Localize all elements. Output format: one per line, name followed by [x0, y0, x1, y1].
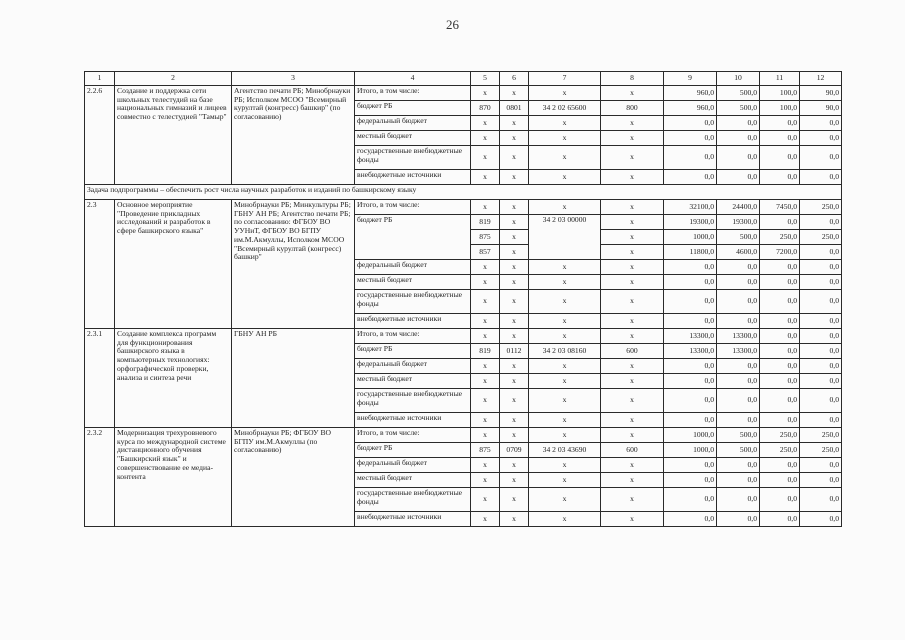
- cell: 0,0: [800, 512, 842, 527]
- cell: x: [471, 146, 500, 170]
- cell: 0,0: [800, 359, 842, 374]
- funding-source: федеральный бюджет: [355, 260, 471, 275]
- cell: x: [601, 359, 664, 374]
- funding-source: государственные внебюджетные фонды: [355, 290, 471, 314]
- cell: x: [471, 314, 500, 329]
- cell: x: [529, 428, 601, 443]
- cell: 250,0: [800, 428, 842, 443]
- cell: 0,0: [760, 260, 800, 275]
- funding-source: государственные внебюджетные фонды: [355, 146, 471, 170]
- cell: x: [601, 275, 664, 290]
- cell: 0,0: [800, 275, 842, 290]
- cell: 250,0: [800, 200, 842, 215]
- table-row: [85, 86, 842, 101]
- item-name: Создание комплекса программ для функционирования башкирского языка в компьютерных технологиях: орфографической проверки, анализа и синтеза речи: [115, 329, 232, 428]
- cell: x: [500, 245, 529, 260]
- cell: 34 2 03 43690: [529, 443, 601, 458]
- cell: x: [471, 170, 500, 185]
- cell: x: [529, 329, 601, 344]
- cell: 0,0: [717, 314, 760, 329]
- cell: 800: [601, 101, 664, 116]
- funding-source: местный бюджет: [355, 374, 471, 389]
- cell: 0,0: [717, 146, 760, 170]
- cell: x: [471, 329, 500, 344]
- cell: 100,0: [760, 86, 800, 101]
- cell: x: [601, 413, 664, 428]
- funding-source: бюджет РБ: [355, 215, 471, 260]
- cell: x: [529, 512, 601, 527]
- cell: 0,0: [760, 374, 800, 389]
- cell: x: [471, 260, 500, 275]
- cell: 0,0: [717, 488, 760, 512]
- cell: x: [500, 146, 529, 170]
- funding-source: федеральный бюджет: [355, 359, 471, 374]
- cell: x: [471, 275, 500, 290]
- cell: 1000,0: [664, 428, 717, 443]
- item-code: 2.3.2: [85, 428, 115, 527]
- cell: 960,0: [664, 86, 717, 101]
- cell: x: [529, 458, 601, 473]
- cell: x: [529, 260, 601, 275]
- cell: 0,0: [664, 488, 717, 512]
- cell: 0,0: [800, 329, 842, 344]
- table-row: [85, 428, 842, 443]
- cell: x: [529, 473, 601, 488]
- table-row: [85, 329, 842, 344]
- item-executors: Минобрнауки РБ; ФГБОУ ВО БГПУ им.М.Акмуллы (по согласованию): [232, 428, 355, 527]
- cell: 13300,0: [717, 329, 760, 344]
- cell: x: [471, 116, 500, 131]
- cell: x: [500, 131, 529, 146]
- funding-source: внебюджетные источники: [355, 170, 471, 185]
- cell: x: [471, 428, 500, 443]
- funding-source: местный бюджет: [355, 275, 471, 290]
- col-header: 10: [717, 72, 760, 86]
- cell: x: [500, 428, 529, 443]
- cell: 0,0: [800, 131, 842, 146]
- cell: 819: [471, 215, 500, 230]
- cell: x: [601, 200, 664, 215]
- cell: x: [500, 86, 529, 101]
- cell: x: [529, 359, 601, 374]
- col-header: 9: [664, 72, 717, 86]
- cell: 0,0: [760, 116, 800, 131]
- cell: 11800,0: [664, 245, 717, 260]
- cell: 34 2 03 08160: [529, 344, 601, 359]
- cell: 13300,0: [664, 329, 717, 344]
- cell: 0709: [500, 443, 529, 458]
- cell: 0,0: [664, 116, 717, 131]
- cell: x: [601, 329, 664, 344]
- cell: 0112: [500, 344, 529, 359]
- funding-source: Итого, в том числе:: [355, 86, 471, 101]
- cell: 13300,0: [664, 344, 717, 359]
- cell: x: [601, 488, 664, 512]
- cell: x: [529, 146, 601, 170]
- cell: 0,0: [664, 314, 717, 329]
- cell: 500,0: [717, 101, 760, 116]
- cell: x: [471, 473, 500, 488]
- cell: 0,0: [717, 116, 760, 131]
- funding-source: федеральный бюджет: [355, 116, 471, 131]
- cell: 0,0: [800, 170, 842, 185]
- cell: 0,0: [664, 389, 717, 413]
- cell: x: [471, 389, 500, 413]
- cell: 0,0: [760, 488, 800, 512]
- cell: x: [601, 215, 664, 230]
- cell: x: [471, 86, 500, 101]
- cell: 0,0: [760, 389, 800, 413]
- cell: 90,0: [800, 86, 842, 101]
- cell: 819: [471, 344, 500, 359]
- cell: x: [500, 170, 529, 185]
- cell: 0,0: [664, 146, 717, 170]
- cell: x: [500, 260, 529, 275]
- funding-source: государственные внебюджетные фонды: [355, 488, 471, 512]
- cell: 500,0: [717, 230, 760, 245]
- cell: 0,0: [717, 374, 760, 389]
- cell: 0,0: [760, 146, 800, 170]
- cell: x: [529, 374, 601, 389]
- cell: x: [471, 200, 500, 215]
- cell: 0,0: [760, 413, 800, 428]
- cell: x: [601, 314, 664, 329]
- cell: 0,0: [760, 344, 800, 359]
- funding-source: Итого, в том числе:: [355, 329, 471, 344]
- cell: 0,0: [664, 473, 717, 488]
- cell: 1000,0: [664, 443, 717, 458]
- cell: 0,0: [717, 260, 760, 275]
- cell: x: [471, 458, 500, 473]
- cell: x: [529, 389, 601, 413]
- funding-source: государственные внебюджетные фонды: [355, 389, 471, 413]
- cell: x: [601, 389, 664, 413]
- cell: 0,0: [664, 359, 717, 374]
- funding-source: местный бюджет: [355, 473, 471, 488]
- cell: x: [601, 245, 664, 260]
- cell: x: [529, 200, 601, 215]
- cell: 19300,0: [717, 215, 760, 230]
- item-executors: Минобрнауки РБ; Минкультуры РБ; ГБНУ АН РБ; Агентство печати РБ; по согласованию: ФГБОУ ВО УУНиТ, ФГБОУ ВО БГПУ им.М.Акмуллы, Исполком МСОО "Всемирный курултай (конгресс) башкир": [232, 200, 355, 329]
- cell: 0,0: [800, 260, 842, 275]
- cell: x: [601, 428, 664, 443]
- cell: 0,0: [717, 512, 760, 527]
- cell: x: [601, 458, 664, 473]
- cell: 1000,0: [664, 230, 717, 245]
- funding-source: внебюджетные источники: [355, 314, 471, 329]
- cell: 0,0: [760, 512, 800, 527]
- task-heading-row: [85, 185, 842, 200]
- col-header: 5: [471, 72, 500, 86]
- item-executors: ГБНУ АН РБ: [232, 329, 355, 428]
- cell: 0,0: [800, 413, 842, 428]
- cell: 0,0: [760, 458, 800, 473]
- cell: x: [601, 374, 664, 389]
- cell: 7450,0: [760, 200, 800, 215]
- cell: x: [500, 473, 529, 488]
- item-executors: Агентство печати РБ; Минобрнауки РБ; Исполком МСОО "Всемирный курултай (конгресс) башкир" (по согласованию): [232, 86, 355, 185]
- col-header: 3: [232, 72, 355, 86]
- cell: x: [500, 275, 529, 290]
- cell: x: [471, 131, 500, 146]
- cell: x: [500, 512, 529, 527]
- cell: 0,0: [664, 275, 717, 290]
- item-name: Модернизация трехуровневого курса по международной системе дистанционного обучения "Башкирский язык" и совершенствование ее медиа-контента: [115, 428, 232, 527]
- cell: x: [601, 230, 664, 245]
- cell: 875: [471, 443, 500, 458]
- cell: x: [529, 131, 601, 146]
- cell: 600: [601, 443, 664, 458]
- cell: 0,0: [800, 344, 842, 359]
- cell: x: [601, 170, 664, 185]
- cell: x: [471, 413, 500, 428]
- cell: 0,0: [664, 170, 717, 185]
- cell: 0,0: [760, 170, 800, 185]
- cell: 0,0: [717, 275, 760, 290]
- cell: 0,0: [664, 413, 717, 428]
- cell: 250,0: [760, 230, 800, 245]
- cell: 0,0: [717, 458, 760, 473]
- cell: x: [500, 215, 529, 230]
- item-code: 2.2.6: [85, 86, 115, 185]
- page-number: 26: [446, 17, 459, 32]
- cell: x: [500, 329, 529, 344]
- cell: 32100,0: [664, 200, 717, 215]
- cell: 24400,0: [717, 200, 760, 215]
- funding-source: бюджет РБ: [355, 443, 471, 458]
- cell: 34 2 02 65600: [529, 101, 601, 116]
- col-header: 8: [601, 72, 664, 86]
- col-header: 4: [355, 72, 471, 86]
- cell: x: [601, 512, 664, 527]
- col-header: 1: [85, 72, 115, 86]
- cell: x: [529, 488, 601, 512]
- cell: 0,0: [800, 473, 842, 488]
- item-code: 2.3: [85, 200, 115, 329]
- cell: x: [601, 473, 664, 488]
- cell: 0,0: [760, 290, 800, 314]
- cell: 500,0: [717, 86, 760, 101]
- cell: 600: [601, 344, 664, 359]
- cell: x: [500, 230, 529, 245]
- cell: 0,0: [800, 290, 842, 314]
- cell: 100,0: [760, 101, 800, 116]
- cell: 0,0: [664, 131, 717, 146]
- cell: 960,0: [664, 101, 717, 116]
- funding-source: федеральный бюджет: [355, 458, 471, 473]
- cell: x: [601, 116, 664, 131]
- cell: x: [471, 359, 500, 374]
- cell: 0,0: [800, 314, 842, 329]
- cell: 0,0: [760, 275, 800, 290]
- cell: 0,0: [717, 170, 760, 185]
- col-header: 12: [800, 72, 842, 86]
- table-row: [85, 200, 842, 215]
- cell: 0,0: [717, 389, 760, 413]
- item-name: Основное мероприятие "Проведение прикладных исследований и разработок в сфере башкирского языка": [115, 200, 232, 329]
- col-header: 6: [500, 72, 529, 86]
- cell: x: [471, 290, 500, 314]
- cell: 250,0: [800, 230, 842, 245]
- cell: x: [601, 260, 664, 275]
- program-table: [84, 71, 842, 527]
- cell: 0,0: [717, 359, 760, 374]
- cell: 0,0: [800, 215, 842, 230]
- cell: 0,0: [717, 473, 760, 488]
- funding-source: Итого, в том числе:: [355, 428, 471, 443]
- cell: 0,0: [800, 458, 842, 473]
- cell: 0,0: [717, 413, 760, 428]
- cell: 0,0: [760, 473, 800, 488]
- cell: 0,0: [800, 374, 842, 389]
- col-header: 2: [115, 72, 232, 86]
- cell: x: [500, 290, 529, 314]
- cell: x: [500, 374, 529, 389]
- cell: x: [529, 170, 601, 185]
- cell: 19300,0: [664, 215, 717, 230]
- cell: x: [601, 146, 664, 170]
- funding-source: Итого, в том числе:: [355, 200, 471, 215]
- cell: 875: [471, 230, 500, 245]
- cell: 0,0: [760, 359, 800, 374]
- column-number-row: [85, 72, 842, 86]
- cell: x: [601, 131, 664, 146]
- cell: 0,0: [760, 314, 800, 329]
- cell: x: [471, 512, 500, 527]
- funding-source: внебюджетные источники: [355, 413, 471, 428]
- cell: 250,0: [800, 443, 842, 458]
- cell: 0,0: [800, 146, 842, 170]
- cell: 0,0: [760, 329, 800, 344]
- cell: 34 2 03 00000: [529, 215, 601, 260]
- col-header: 11: [760, 72, 800, 86]
- task-heading: Задача подпрограммы – обеспечить рост числа научных разработок и изданий по башкирскому языку: [85, 185, 842, 200]
- col-header: 7: [529, 72, 601, 86]
- cell: 0,0: [717, 131, 760, 146]
- cell: 7200,0: [760, 245, 800, 260]
- item-name: Создание и поддержка сети школьных телестудий на базе национальных гимназий и лицеев совместно с телестудией "Тамыр": [115, 86, 232, 185]
- funding-source: бюджет РБ: [355, 344, 471, 359]
- funding-source: бюджет РБ: [355, 101, 471, 116]
- cell: 0,0: [664, 458, 717, 473]
- cell: x: [529, 116, 601, 131]
- funding-source: внебюджетные источники: [355, 512, 471, 527]
- cell: 0,0: [664, 512, 717, 527]
- cell: 4600,0: [717, 245, 760, 260]
- cell: 0,0: [664, 260, 717, 275]
- cell: x: [500, 458, 529, 473]
- cell: 500,0: [717, 428, 760, 443]
- cell: 870: [471, 101, 500, 116]
- cell: x: [500, 359, 529, 374]
- cell: 0,0: [664, 290, 717, 314]
- cell: 857: [471, 245, 500, 260]
- cell: x: [500, 389, 529, 413]
- cell: x: [471, 374, 500, 389]
- cell: 0,0: [664, 374, 717, 389]
- cell: 0,0: [800, 488, 842, 512]
- cell: 90,0: [800, 101, 842, 116]
- cell: x: [529, 290, 601, 314]
- cell: 0,0: [800, 116, 842, 131]
- cell: 0,0: [800, 245, 842, 260]
- cell: x: [500, 488, 529, 512]
- cell: 250,0: [760, 443, 800, 458]
- item-code: 2.3.1: [85, 329, 115, 428]
- cell: x: [529, 413, 601, 428]
- cell: x: [500, 413, 529, 428]
- cell: x: [500, 314, 529, 329]
- cell: 0801: [500, 101, 529, 116]
- cell: x: [529, 86, 601, 101]
- cell: x: [601, 86, 664, 101]
- cell: x: [601, 290, 664, 314]
- cell: x: [500, 200, 529, 215]
- cell: 0,0: [760, 215, 800, 230]
- cell: x: [471, 488, 500, 512]
- funding-source: местный бюджет: [355, 131, 471, 146]
- cell: x: [529, 275, 601, 290]
- cell: x: [529, 314, 601, 329]
- cell: 250,0: [760, 428, 800, 443]
- cell: 13300,0: [717, 344, 760, 359]
- cell: 0,0: [760, 131, 800, 146]
- cell: x: [500, 116, 529, 131]
- cell: 500,0: [717, 443, 760, 458]
- cell: 0,0: [717, 290, 760, 314]
- cell: 0,0: [800, 389, 842, 413]
